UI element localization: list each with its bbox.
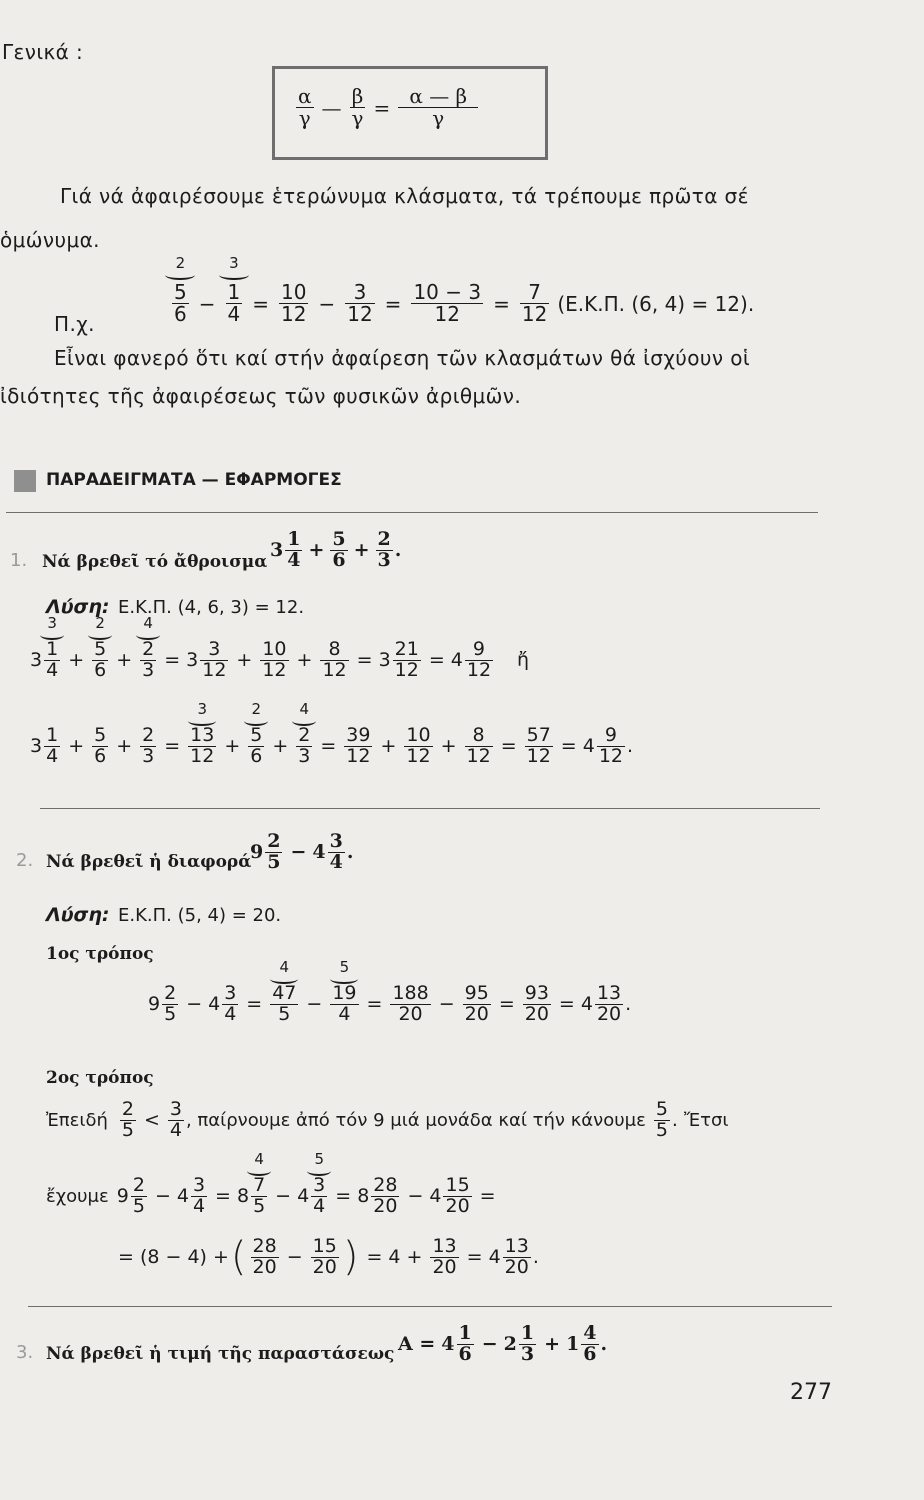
ex1-prompt: Νά βρεθεῖ τό ἄθροισμα <box>42 552 268 572</box>
ex2-way-2-line-2: = (8 − 4) + ( $\frac{28}{20}$ − $\frac{15}{20}$ ) = 4 + $\frac{13}{20}$ = 4 $\frac{13}{20}$ . <box>118 1234 539 1280</box>
paragraph-2-line-2: ἰδιότητες τῆς ἀφαιρέσεως τῶν φυσικῶν ἀριθμῶν. <box>0 384 522 408</box>
section-title: ΠΑΡΑΔΕΙΓΜΑΤΑ — ΕΦΑΡΜΟΓΕΣ <box>46 470 342 490</box>
ex1-lcm: Ε.Κ.Π. (4, 6, 3) = 12. <box>118 597 305 618</box>
ex1-line-2: 3 $\frac{1}{4}$ + $\frac{5}{6}$ + $\frac{2}{3}$ = 3 $\frac{13}{12}$ + 2 $\frac{5}{6}$ + 4 $\frac{2}{3}$ = $\frac{39}{12}$ + $\frac{10}{12}$ + $\frac{8}{12}$ = $\frac{57}{12}$ = 4 $\frac{9}{12}$ . <box>30 700 634 767</box>
ex2-lcm: Ε.Κ.Π. (5, 4) = 20. <box>118 905 282 926</box>
intro-label: Γενικά : <box>2 40 84 64</box>
ex2-since-line: Ἐπειδή $\frac{2}{5}$ < $\frac{3}{4}$ , παίρνουμε ἀπό τόν 9 μιά μονάδα καί τήν κάνουμε $\frac{5}{5}$ . Ἔτσι <box>46 1098 729 1141</box>
example-label: Π.χ. <box>54 312 95 336</box>
paragraph-2-line-1: Εἶναι φανερό ὅτι καί στήν ἀφαίρεση τῶν κλασμάτων θά ἰσχύουν οἱ <box>54 346 751 370</box>
ex2-solution-label: Λύση: <box>46 904 110 926</box>
ex1-line-1: 3 3 $\frac{1}{4}$ + 2 $\frac{5}{6}$ + 4 $\frac{2}{3}$ = 3 $\frac{3}{12}$ + $\frac{10}{12}$ + $\frac{8}{12}$ = 3 $\frac{21}{12}$ = 4 $\frac{9}{12}$ ἤ <box>30 614 530 681</box>
ex2-prompt: Νά βρεθεῖ ἡ διαφορά <box>46 852 252 872</box>
ex1-number: 1. <box>10 550 28 571</box>
ex1-rule <box>40 808 820 809</box>
ex3-expression: Α = 4 $\frac{1}{6}$ − 2 $\frac{1}{3}$ + 1 $\frac{4}{6}$ . <box>398 1322 608 1365</box>
section-marker <box>14 470 36 492</box>
ex3-number: 3. <box>16 1342 34 1363</box>
ex1-solution-label: Λύση: <box>46 596 110 618</box>
ex2-number: 2. <box>16 850 34 871</box>
page-number: 277 <box>790 1380 832 1405</box>
ex2-way-2: 2ος τρόπος <box>46 1068 154 1088</box>
ex1-expression: 3 $\frac{1}{4}$ + $\frac{5}{6}$ + $\frac{2}{3}$ . <box>270 528 402 571</box>
paragraph-1-line-1: Γιά νά ἀφαιρέσουμε ἑτερώνυμα κλάσματα, τά τρέπουμε πρῶτα σέ <box>60 184 749 208</box>
ex2-rule <box>28 1306 832 1307</box>
ex2-way-1: 1ος τρόπος <box>46 944 154 964</box>
ex2-expression: 9 $\frac{2}{5}$ − 4 $\frac{3}{4}$ . <box>250 830 354 873</box>
paragraph-1-line-2: ὁμώνυμα. <box>0 228 100 252</box>
example-equation: 2 $\frac{5}{6}$ − 3 $\frac{1}{4}$ = $\frac{10}{12}$ − $\frac{3}{12}$ = $\frac{10 - 3}{12}$ = $\frac{7}{12}$ (Ε.Κ.Π. (6, 4) = 12). <box>170 252 754 325</box>
section-rule <box>6 512 818 513</box>
ex2-way-2-line-1: ἔχουμε 9 $\frac{2}{5}$ − 4 $\frac{3}{4}$ = 8 4 $\frac{7}{5}$ − 4 5 $\frac{3}{4}$ = 8 $\frac{28}{20}$ − 4 $\frac{15}{20}$ = <box>46 1150 496 1217</box>
ex2-way-1-equation: 9 $\frac{2}{5}$ − 4 $\frac{3}{4}$ = 4 $\frac{47}{5}$ − 5 $\frac{19}{4}$ = $\frac{188}{20}$ − $\frac{95}{20}$ = $\frac{93}{20}$ = 4 $\frac{13}{20}$ . <box>148 958 632 1025</box>
ex3-prompt: Νά βρεθεῖ ἡ τιμή τῆς παραστάσεως <box>46 1344 395 1364</box>
formula: $\frac{\alpha}{\gamma}$ — $\frac{\beta}{\gamma}$ = $\frac{\alpha — \beta}{\gamma}$ <box>294 86 480 129</box>
